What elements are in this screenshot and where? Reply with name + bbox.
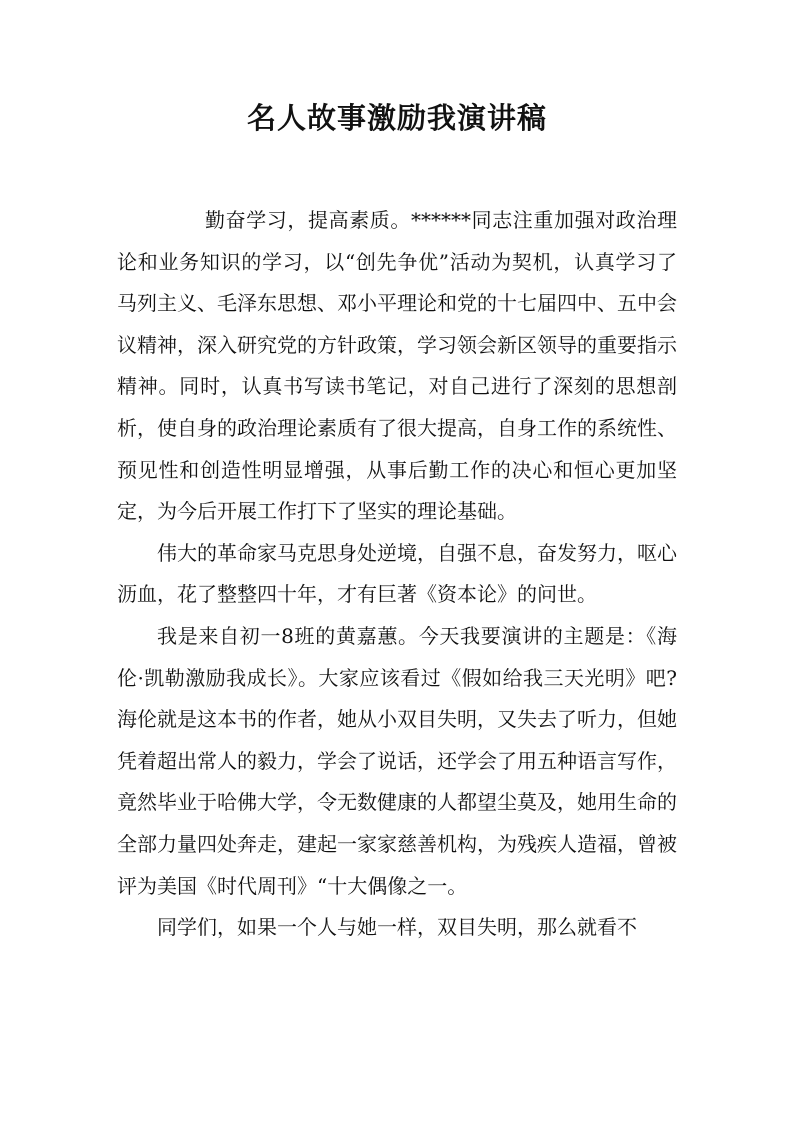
paragraph-marx: 伟大的革命家马克思身处逆境，自强不息，奋发努力，呕心沥血，花了整整四十年，才有巨著《资本论》的问世。 xyxy=(117,540,677,607)
document-title: 名人故事激励我演讲稿 xyxy=(246,101,547,135)
paragraph-helen-keller: 我是来自初一8班的黄嘉蕙。今天我要演讲的主题是：《海伦·凯勒激励我成长》。大家应该看过《假如给我三天光明》吧?海伦就是这本书的作者，她从小双目失明，又失去了听力，但她凭着超出常人的毅力，学会了说话，还学会了用五种语言写作，竟然毕业于哈佛大学，令无数健康的人都望尘莫及，她用生命的全部力量四处奔走，建起一家家慈善机构，为残疾人造福，曾被评为美国《时代周刊》“十大偶像之一。 xyxy=(117,623,677,898)
paragraph-classmates: 同学们，如果一个人与她一样，双目失明，那么就看不 xyxy=(157,915,637,940)
document-body xyxy=(117,200,677,949)
paragraph-study: 勤奋学习，提高素质。******同志注重加强对政治理论和业务知识的学习，以“创先争优”活动为契机，认真学习了马列主义、毛泽东思想、邓小平理论和党的十七届四中、五中会议精神，深入研究党的方针政策，学习领会新区领导的重要指示精神。同时，认真书写读书笔记，对自己进行了深刻的思想剖析，使自身的政治理论素质有了很大提高，自身工作的系统性、预见性和创造性明显增强，从事后勤工作的决心和恒心更加坚定，为今后开展工作打下了坚实的理论基础。 xyxy=(117,208,677,524)
